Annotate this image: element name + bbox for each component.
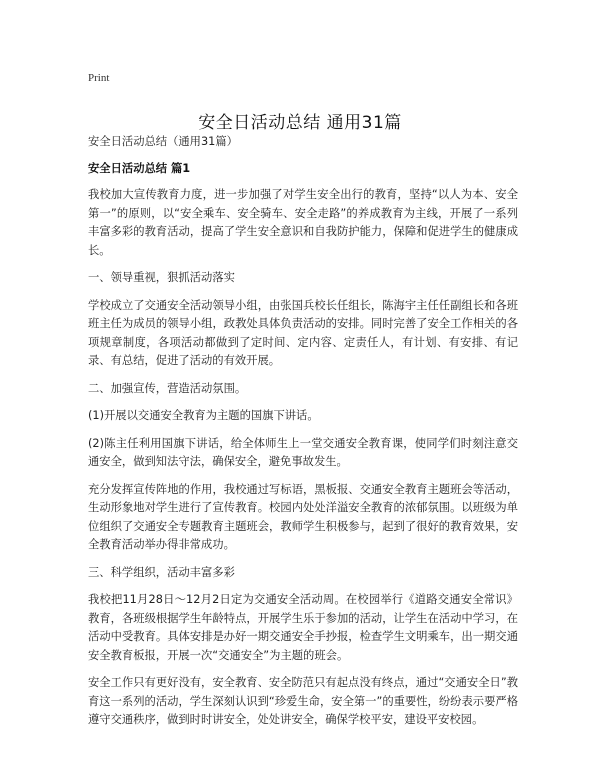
- section-title: 安全日活动总结 篇1: [88, 161, 191, 175]
- list-item-2: (2)陈主任利用国旗下讲话，给全体师生上一堂交通安全教育课，使同学们时刻注意交通安全，做到知法守法，确保安全，避免事故发生。: [88, 436, 518, 468]
- paragraph-leadership: 学校成立了交通安全活动领导小组，由张国兵校长任组长，陈海宇主任任副组长和各班班主任为成员的领导小组，政教处具体负责活动的安排。同时完善了安全工作相关的各项规章制度，各项活动都做到了定时间、定内容、定责任人，有计划、有安排、有记录、有总结，促进了活动的有效开展。: [88, 298, 518, 367]
- document-body: [88, 133, 518, 739]
- list-item-1: (1)开展以交通安全教育为主题的国旗下讲话。: [88, 409, 319, 422]
- intro-paragraph: 我校加大宣传教育力度，进一步加强了对学生安全出行的教育，坚持“以人为本、安全第一”的原则，以“安全乘车、安全骑车、安全走路”的养成教育为主线，开展了一系列丰富多彩的教育活动，提高了学生安全意识和自我防护能力，保障和促进学生的健康成长。: [88, 188, 518, 257]
- paragraph-publicity: 充分发挥宣传阵地的作用，我校通过写标语，黑板报、交通安全教育主题班会等活动，生动形象地对学生进行了宣传教育。校园内处处洋溢安全教育的浓郁氛围。以班级为单位组织了交通安全专题教育主题班会，教师学生积极参与，起到了很好的教育效果，安全教育活动举办得非常成功。: [88, 482, 518, 551]
- paragraph-activity-week: 我校把11月28日～12月2日定为交通安全活动周。在校园举行《道路交通安全常识》教育，各班级根据学生年龄特点，开展学生乐于参加的活动，让学生在活动中学习，在活动中受教育。具体安排是办好一期交通安全手抄报，检查学生文明乘车，出一期交通安全教育板报，开展一次“交通安全”为主题的班会。: [88, 593, 518, 662]
- document-title: 安全日活动总结 通用31篇: [198, 113, 402, 134]
- paragraph-conclusion: 安全工作只有更好没有，安全教育、安全防范只有起点没有终点，通过“交通安全日”教育这一系列的活动，学生深刻认识到“珍爱生命，安全第一”的重要性，纷纷表示要严格遵守交通秩序，做到时时讲安全，处处讲安全，确保学校平安，建设平安校园。: [88, 676, 518, 726]
- section-heading-1: 一、领导重视，狠抓活动落实: [88, 271, 235, 284]
- section-heading-2: 二、加强宣传，营造活动氛围。: [88, 381, 247, 395]
- document-subtitle: 安全日活动总结（通用31篇）: [88, 135, 238, 148]
- print-label[interactable]: Print: [88, 72, 110, 84]
- section-heading-3: 三、科学组织，活动丰富多彩: [88, 565, 235, 579]
